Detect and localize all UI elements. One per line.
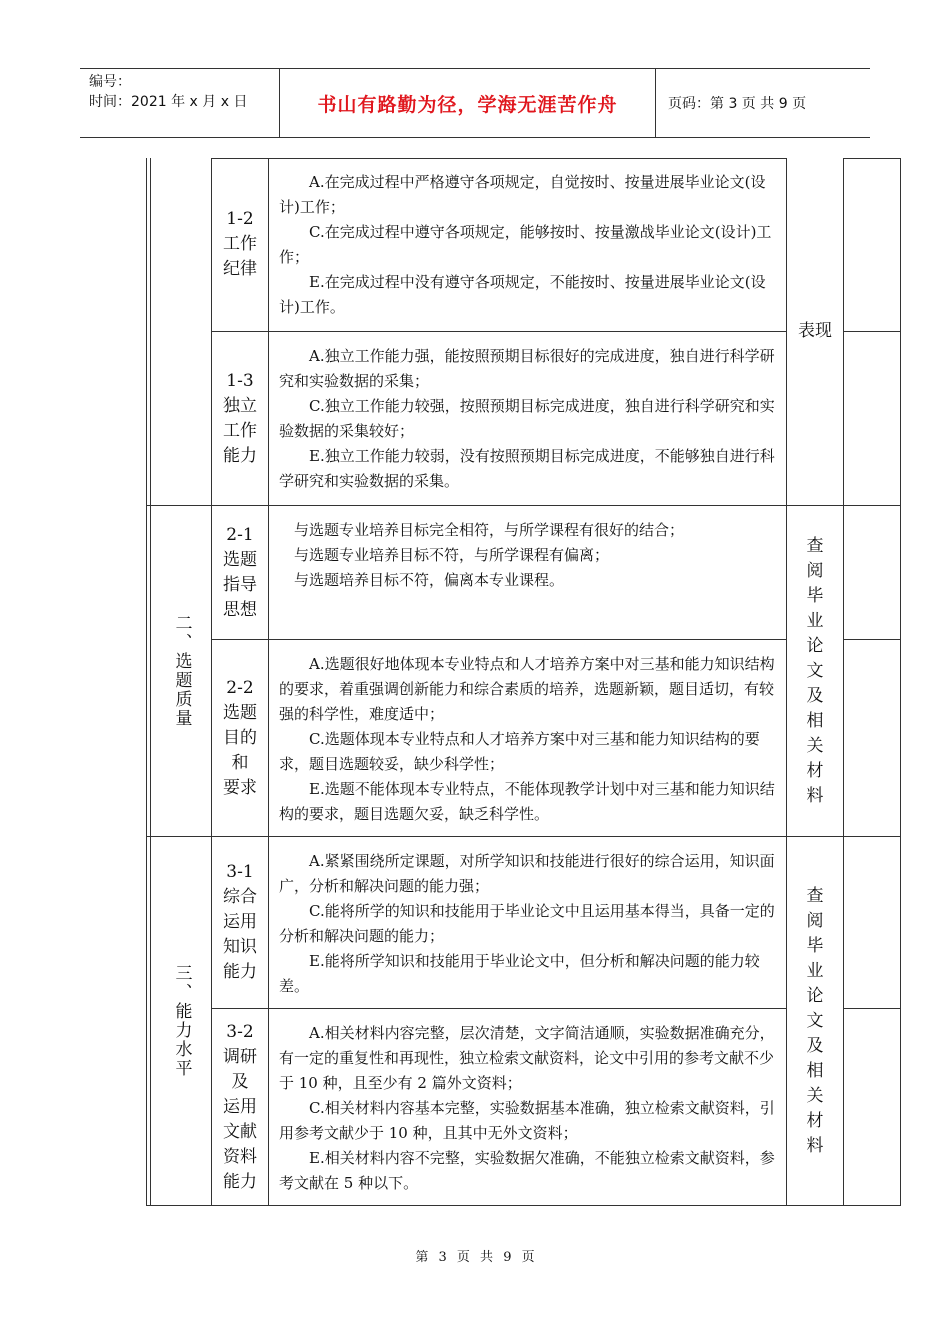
item-name-line: 能力 — [223, 445, 257, 466]
method-performance — [787, 158, 843, 505]
criterion-a: A.相关材料内容完整，层次清楚，文字简洁通顺，实验数据准确充分，有一定的重复性和再现性，独立检索文献资料，论文中引用的参考文献不少于 10 种，且至少有 2 篇外文资料； — [279, 1024, 775, 1092]
item-name-line: 和 — [231, 752, 249, 773]
criteria-2-2 — [269, 640, 786, 836]
item-name-line: 独立 — [223, 395, 257, 416]
item-name-line: 工作 — [223, 420, 257, 441]
criterion-c: C.独立工作能力较强，按照预期目标完成进度，独自进行科学研究和实验数据的采集较好； — [279, 397, 775, 440]
item-name-line: 选题 — [223, 702, 257, 723]
criterion-e: E.能将所学知识和技能用于毕业论文中，但分析和解决问题的能力较差。 — [279, 952, 760, 995]
item-code: 3-2 — [226, 1021, 254, 1042]
criterion-c: C.能将所学的知识和技能用于毕业论文中且运用基本得当，具备一定的分析和解决问题的能力； — [279, 902, 775, 945]
criterion-e: E.独立工作能力较弱，没有按照预期目标完成进度，不能够独自进行科学研究和实验数据的采集。 — [279, 447, 775, 490]
header-left — [80, 69, 280, 137]
item-name-line: 目的 — [223, 727, 257, 748]
criteria-1-2 — [269, 158, 786, 331]
item-name-line: 知识 — [223, 937, 257, 957]
item-name-line: 纪律 — [223, 259, 257, 279]
item-name-line: 指导 — [223, 574, 257, 595]
document-number-label: 编号： — [89, 74, 131, 90]
item-name-line: 要求 — [223, 777, 257, 798]
criterion-c: C.相关材料内容基本完整，实验数据基本准确，独立检索文献资料，引用参考文献少于 10 种，且其中无外文资料； — [279, 1099, 775, 1142]
page-footer: 第 3 页 共 9 页 — [415, 1250, 535, 1265]
item-1-3 — [212, 332, 268, 505]
evaluation-table — [146, 158, 901, 1206]
criterion-a: 与选题专业培养目标完全相符，与所学课程有很好的结合； — [294, 521, 685, 539]
item-name-line: 能力 — [223, 962, 257, 982]
criterion-a: A.紧紧围绕所定课题，对所学知识和技能进行很好的综合运用，知识面广，分析和解决问题的能力强； — [279, 852, 775, 895]
item-1-2 — [212, 158, 268, 331]
item-name-line: 思想 — [223, 599, 257, 620]
method-review-materials-ability — [787, 837, 843, 1205]
header-motto: 书山有路勤为径，学海无涯苦作舟 — [280, 69, 656, 137]
item-code: 1-2 — [226, 209, 254, 229]
criterion-c: C.在完成过程中遵守各项规定，能够按时、按量激战毕业论文(设计)工作； — [279, 223, 772, 266]
item-3-2 — [212, 1009, 268, 1205]
criterion-a: A.选题很好地体现本专业特点和人才培养方案中对三基和能力知识结构的要求，着重强调创新能力和综合素质的培养，选题新颖，题目适切，有较强的科学性，难度适中； — [279, 655, 775, 723]
method-label: 查阅毕业论文及相关材料 — [806, 535, 824, 806]
item-2-2 — [212, 640, 268, 836]
item-code: 2-2 — [226, 677, 254, 698]
item-name-line: 运用 — [223, 1096, 257, 1117]
criterion-c: 与选题专业培养目标不符，与所学课程有偏离； — [294, 546, 610, 564]
criterion-a: A.独立工作能力强，能按照预期目标很好的完成进度，独自进行科学研究和实验数据的采集； — [279, 347, 775, 390]
item-name-line: 调研 — [223, 1046, 257, 1067]
page-header — [80, 68, 870, 138]
item-name-line: 及 — [231, 1071, 249, 1092]
item-name-line: 选题 — [223, 549, 257, 570]
item-name-line: 能力 — [223, 1171, 257, 1192]
item-name-line: 文献 — [223, 1121, 257, 1142]
header-page-info: 页码：第 3 页 共 9 页 — [668, 96, 807, 112]
criterion-c: C.选题体现本专业特点和人才培养方案中对三基和能力知识结构的要求，题目选题较妥，缺少科学性； — [279, 730, 760, 773]
method-label: 表现 — [798, 321, 832, 341]
item-code: 3-1 — [226, 862, 254, 882]
criterion-e: E.在完成过程中没有遵守各项规定，不能按时、按量进展毕业论文(设计)工作。 — [279, 273, 766, 316]
criteria-1-3 — [269, 332, 786, 505]
item-name-line: 资料 — [223, 1146, 257, 1167]
criterion-a: A.在完成过程中严格遵守各项规定，自觉按时、按量进展毕业论文(设计)工作； — [279, 173, 766, 216]
item-name-line: 综合 — [223, 887, 257, 907]
category-ability-level: 三、能力水平 — [171, 963, 192, 1078]
item-code: 2-1 — [226, 524, 254, 545]
document-time-label: 时间：2021 年 x 月 x 日 — [89, 94, 248, 110]
item-name-line: 运用 — [223, 912, 257, 932]
criterion-e: 与选题培养目标不符，偏离本专业课程。 — [294, 571, 565, 589]
method-review-materials-topic — [787, 506, 843, 836]
item-2-1 — [212, 506, 268, 639]
criteria-3-1 — [269, 837, 786, 1008]
category-topic-quality: 二、选题质量 — [171, 613, 192, 728]
criterion-e: E.选题不能体现本专业特点，不能体现教学计划中对三基和能力知识结构的要求，题目选题欠妥，缺乏科学性。 — [279, 780, 775, 823]
method-label: 查阅毕业论文及相关材料 — [806, 885, 824, 1156]
criterion-e: E.相关材料内容不完整，实验数据欠准确，不能独立检索文献资料，参考文献在 5 种以下。 — [279, 1149, 775, 1192]
item-3-1 — [212, 837, 268, 1008]
item-name-line: 工作 — [223, 234, 257, 254]
criteria-3-2 — [269, 1009, 786, 1205]
item-code: 1-3 — [226, 370, 254, 391]
criteria-2-1 — [269, 506, 786, 639]
